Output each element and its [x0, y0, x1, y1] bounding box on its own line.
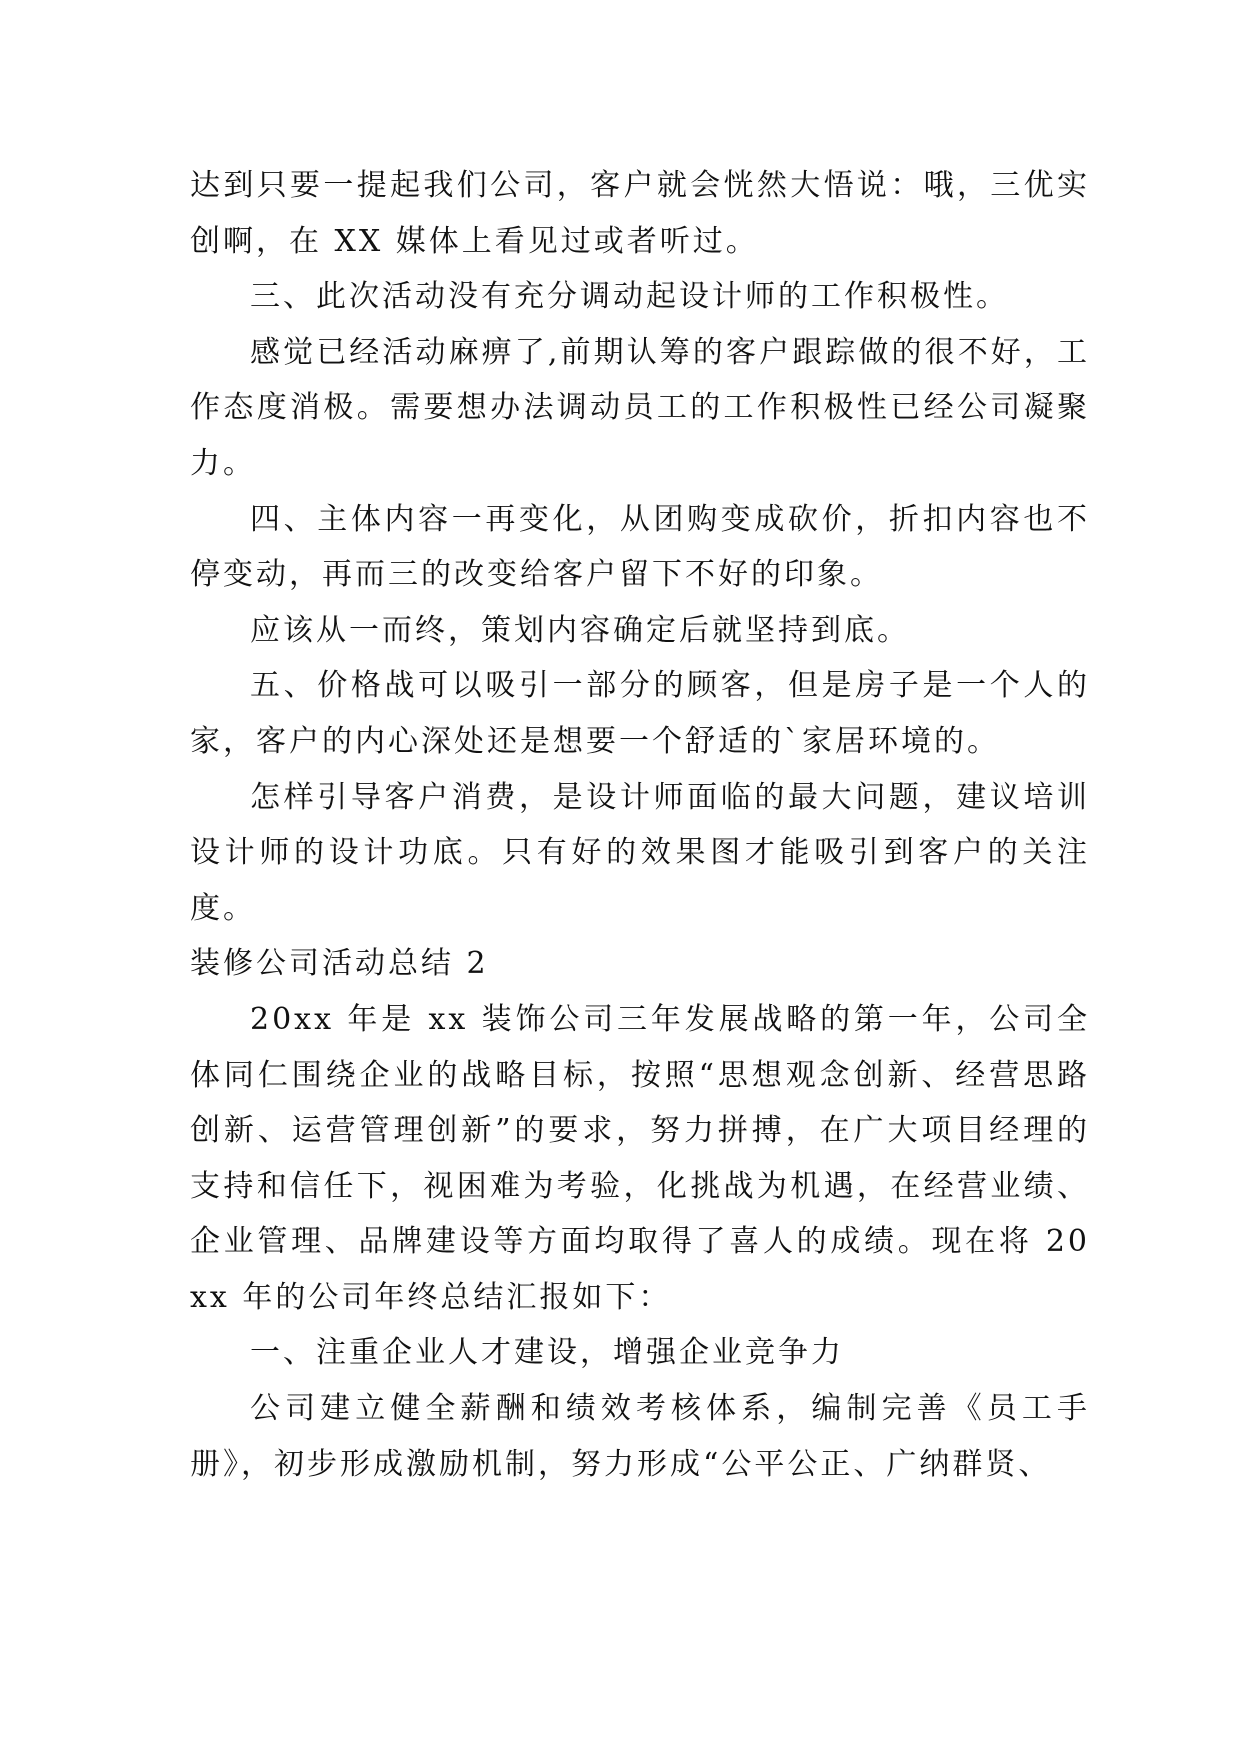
paragraph: 公司建立健全薪酬和绩效考核体系，编制完善《员工手册》，初步形成激励机制，努力形成“公平公正、广纳群贤、 [190, 1391, 1090, 1482]
paragraph-point-three: 三、此次活动没有充分调动起设计师的工作积极性。 [250, 279, 1009, 315]
section-title: 装修公司活动总结 2 [190, 946, 489, 982]
paragraph: 怎样引导客户消费，是设计师面临的最大问题，建议培训设计师的设计功底。只有好的效果图才能吸引到客户的关注度。 [190, 779, 1090, 926]
paragraph-point-one: 一、注重企业人才建设，增强企业竞争力 [250, 1335, 844, 1371]
paragraph-point-five: 五、价格战可以吸引一部分的顾客，但是房子是一个人的家，客户的内心深处还是想要一个舒适的`家居环境的。 [190, 668, 1090, 759]
paragraph-point-four: 四、主体内容一再变化，从团购变成砍价，折扣内容也不停变动，再而三的改变给客户留下不好的印象。 [190, 501, 1090, 593]
paragraph: 应该从一而终，策划内容确定后就坚持到底。 [250, 612, 910, 648]
paragraph-intro: 20xx 年是 xx 装饰公司三年发展战略的第一年，公司全体同仁围绕企业的战略目标，按照“思想观念创新、经营思路创新、运营管理创新”的要求，努力拼搏，在广大项目经理的支持和信任下，视困难为考验，化挑战为机遇，在经营业绩、企业管理、品牌建设等方面均取得了喜人的成绩。现在将 20xx 年的公司年终总结汇报如下： [190, 1001, 1090, 1315]
paragraph-continued: 达到只要一提起我们公司，客户就会恍然大悟说：哦，三优实创啊，在 XX 媒体上看见过或者听过。 [190, 168, 1090, 259]
document-body [190, 158, 1090, 1492]
paragraph: 感觉已经活动麻痹了,前期认筹的客户跟踪做的很不好，工作态度消极。需要想办法调动员工的工作积极性已经公司凝聚力。 [190, 334, 1090, 481]
